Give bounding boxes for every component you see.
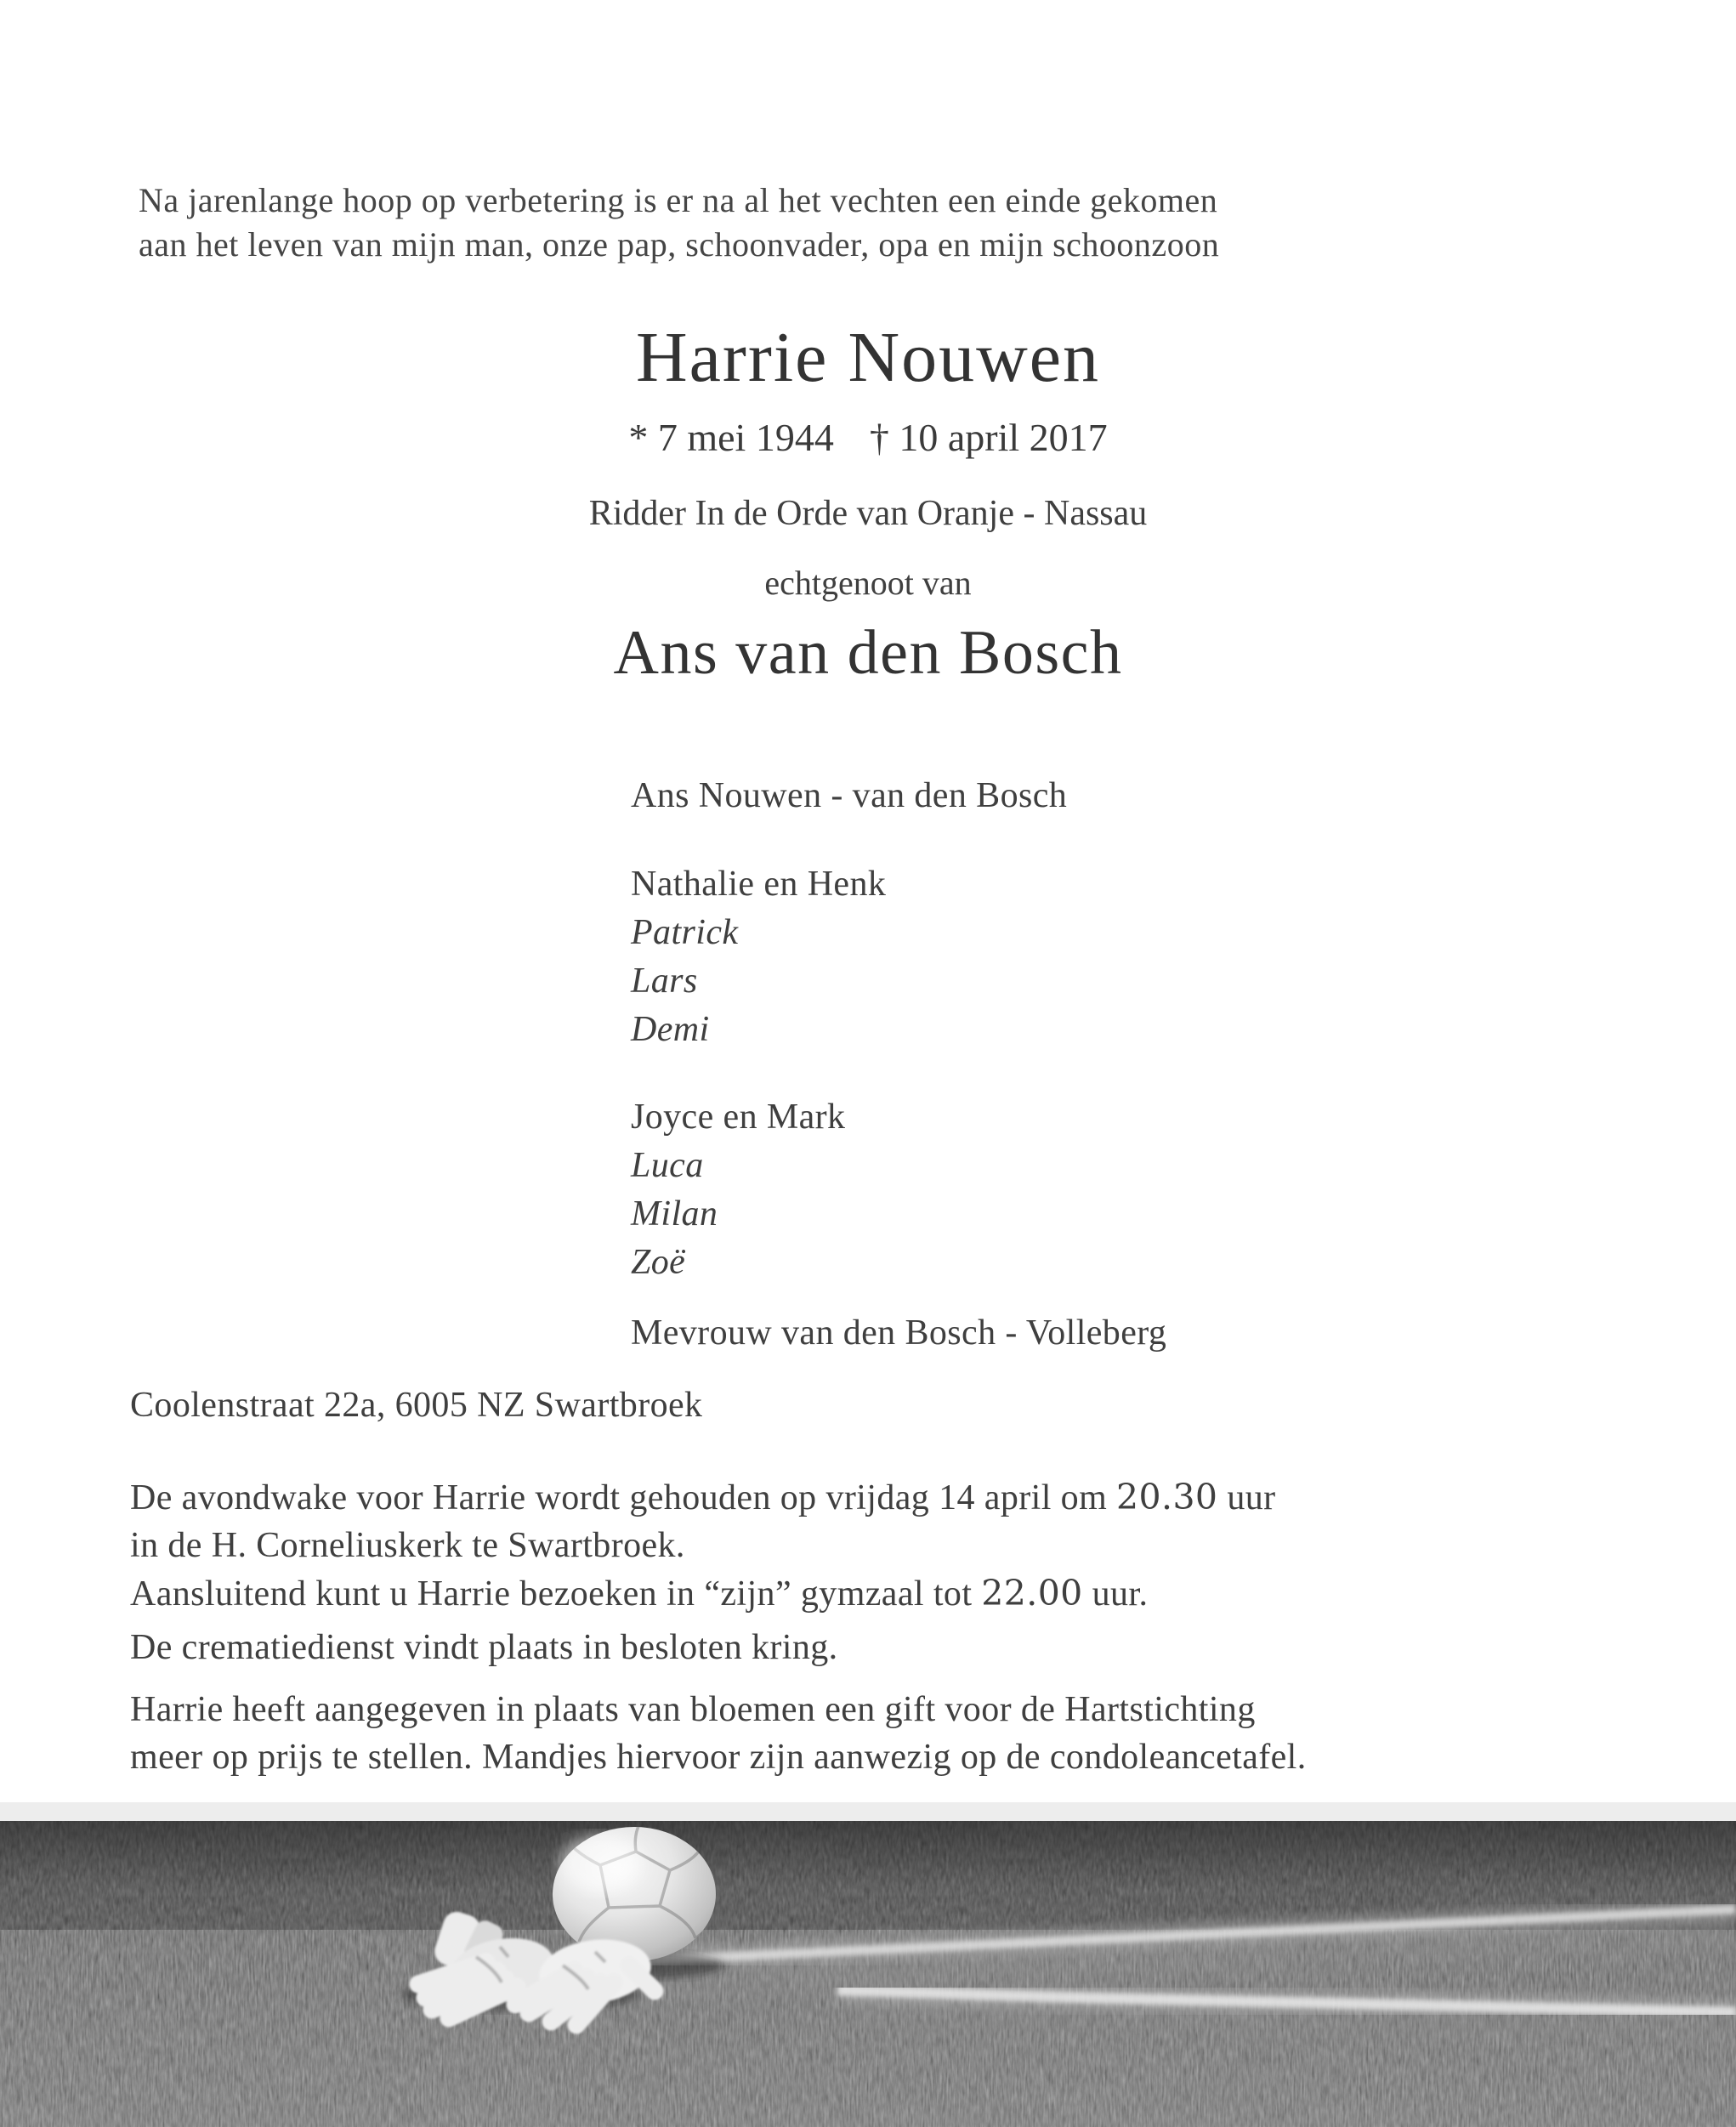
visit-text-post: uur. — [1082, 1574, 1149, 1614]
intro-line-2: aan het leven van mijn man, onze pap, schoonvader, opa en mijn schoonzoon — [139, 225, 1220, 264]
ball-scuff-mark — [562, 1832, 570, 1841]
ball-highlight — [559, 1835, 641, 1892]
family-group-2-child-2: Milan — [631, 1194, 718, 1234]
memorial-photo — [0, 1802, 1736, 2127]
memorial-photo-graphic — [0, 1802, 1736, 2127]
family-group-2 — [631, 1093, 845, 1287]
relation-label: echtgenoot van — [764, 564, 972, 602]
wake-text-post: uur — [1217, 1478, 1276, 1517]
honorific-title: Ridder In de Orde van Oranje - Nassau — [588, 494, 1148, 533]
wake-line-2: in de H. Corneliuskerk te Swartbroek. — [130, 1526, 685, 1565]
photo-top-band — [0, 1802, 1736, 1821]
family-group-2-child-1: Luca — [631, 1146, 704, 1185]
visit-line — [130, 1569, 1276, 1618]
family-group-2-child-3: Zoë — [631, 1243, 686, 1282]
family-group-1-parents: Nathalie en Henk — [631, 865, 887, 904]
wake-text-pre: De avondwake voor Harrie wordt gehouden op vrijdag 14 april om — [130, 1478, 1117, 1517]
family-group-1-child-2: Lars — [631, 961, 698, 1001]
widow-name: Ans Nouwen - van den Bosch — [631, 776, 1068, 815]
donation-line-2: meer op prijs te stellen. Mandjes hiervoor zijn aanwezig op de condoleancetafel. — [130, 1738, 1307, 1777]
wake-announcement — [130, 1473, 1276, 1618]
birth-date: * 7 mei 1944 — [628, 416, 834, 459]
death-date: † 10 april 2017 — [869, 416, 1108, 459]
spouse-name: Ans van den Bosch — [613, 618, 1123, 688]
family-group-1 — [631, 860, 886, 1054]
wake-line-1 — [130, 1473, 1276, 1522]
family-group-2-parents: Joyce en Mark — [631, 1098, 846, 1137]
home-address: Coolenstraat 22a, 6005 NZ Swartbroek — [130, 1386, 703, 1425]
donation-line-1: Harrie heeft aangegeven in plaats van bloemen een gift voor de Hartstichting — [130, 1690, 1256, 1729]
deceased-name: Harrie Nouwen — [635, 318, 1101, 397]
visit-time: 22.00 — [981, 1573, 1083, 1614]
relative-name: Mevrouw van den Bosch - Volleberg — [631, 1313, 1167, 1353]
visit-text-pre: Aansluitend kunt u Harrie bezoeken in “zijn” gymzaal tot — [130, 1574, 982, 1614]
intro-line-1: Na jarenlange hoop op verbetering is er na al het vechten een einde gekomen — [139, 181, 1218, 219]
family-group-1-child-3: Demi — [631, 1010, 710, 1049]
donation-notice — [130, 1686, 1307, 1781]
family-group-1-child-1: Patrick — [631, 913, 739, 952]
wake-time: 20.30 — [1116, 1477, 1218, 1517]
life-dates — [0, 415, 1736, 460]
cremation-notice: De crematiedienst vindt plaats in besloten kring. — [130, 1628, 838, 1667]
intro-text — [139, 179, 1219, 267]
